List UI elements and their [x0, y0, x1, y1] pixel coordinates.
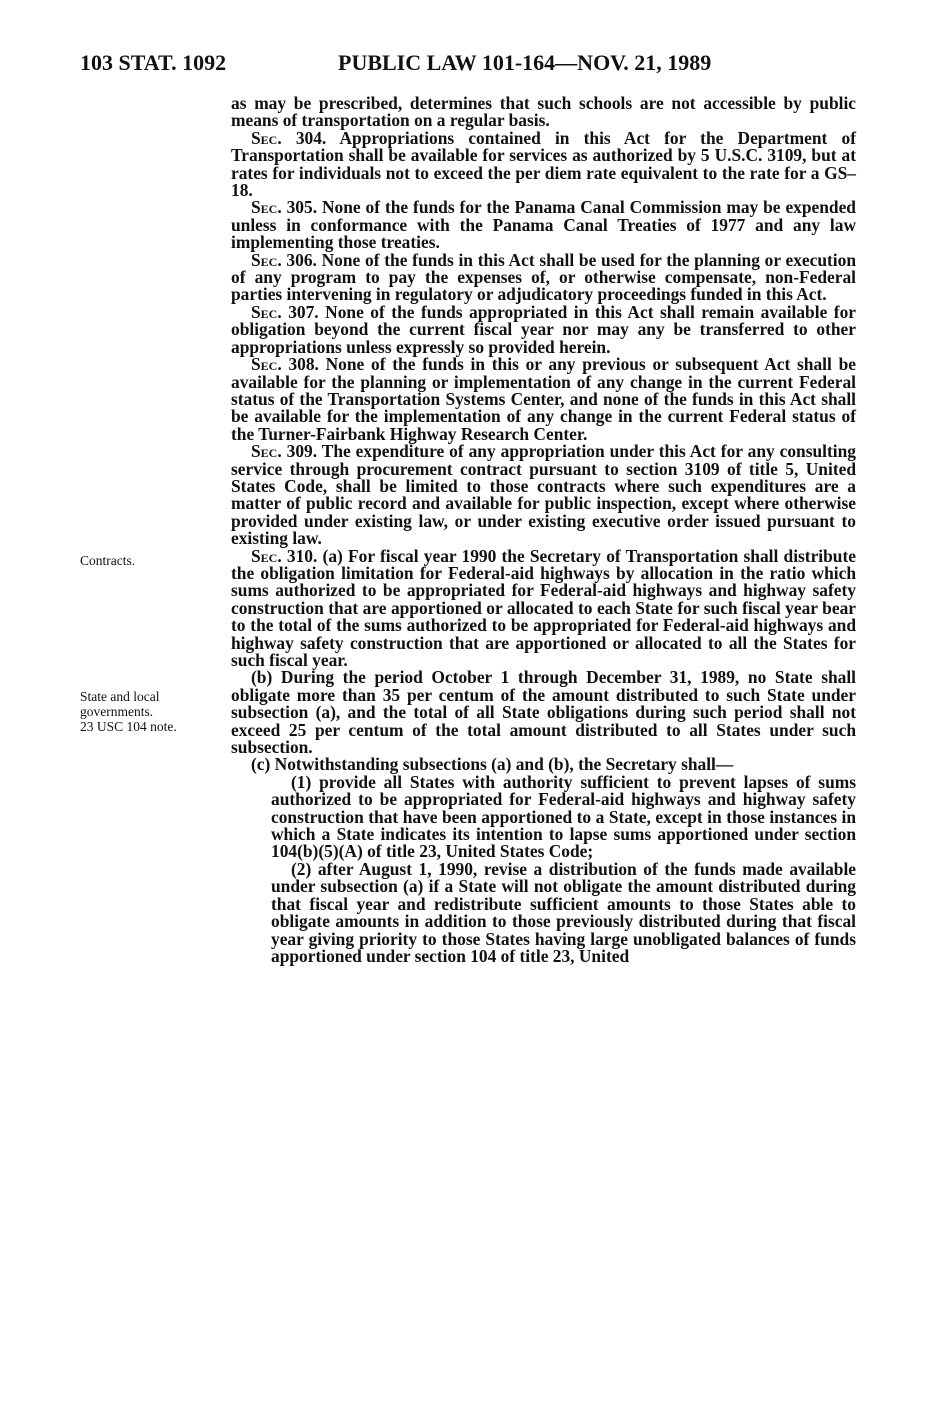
public-law-title: PUBLIC LAW 101-164—NOV. 21, 1989: [338, 50, 712, 75]
section-309: [231, 443, 856, 547]
section-text: The expenditure of any appropriation under this Act for any consulting service through procurement contract pursuant to section 3109 of title 5, United States Code, shall be limited to those contracts where such expenditures are a matter of public record and available for public inspection, except where otherwise provided under existing law, or under existing executive order issued pursuant to existing law.: [231, 441, 856, 549]
margin-note-state-local: [80, 689, 177, 734]
section-307: [231, 301, 856, 357]
section-text: None of the funds for the Panama Canal Commission may be expended unless in conformance with the Panama Canal Treaties of 1977 and any law implementing those treaties.: [231, 197, 856, 253]
section-text: None of the funds in this or any previous or subsequent Act shall be available for the planning or implementation of any change in the current Federal status of the Transportation Systems Center, and none of the funds in this Act shall be available for the implementation of any change in the current Federal status of the Turner-Fairbank Highway Research Center.: [231, 354, 856, 444]
statute-page-reference: 103 STAT. 1092: [80, 50, 227, 75]
section-text: None of the funds appropriated in this Act shall remain available for obligation beyond the current fiscal year nor may any be transferred to other appropriations unless expressly so provided herein.: [231, 301, 856, 357]
section-label: Sec. 305.: [251, 197, 318, 218]
section-306: [231, 249, 856, 305]
section-310-c-item-1: (1) provide all States with authority sufficient to prevent lapses of sums authorized to be appropriated for Federal-aid highways and highway safety construction that have been apportioned to a State, except in those instances in which a State indicates its intention to lapse sums apportioned under section 104(b)(5)(A) of title 23, United States Code;: [271, 771, 856, 862]
section-text: Appropriations contained in this Act for the Department of Transportation shall be available for services as authorized by 5 U.S.C. 3109, but at rates for individuals not to exceed the per diem rate equivalent to the rate for a GS–18.: [231, 127, 856, 201]
section-308: [231, 356, 856, 443]
section-304: [231, 127, 856, 201]
paragraph-continuation: as may be prescribed, determines that such schools are not accessible by public means of transportation on a regular basis.: [231, 93, 856, 131]
section-text: None of the funds in this Act shall be used for the planning or execution of any program to pay the expenses of, or otherwise compensate, non-Federal parties intervening in regulatory or adjudicatory proceedings funded in this Act.: [231, 249, 856, 305]
margin-note-line: governments.: [80, 704, 154, 719]
section-310: [231, 545, 856, 670]
section-label: Sec. 308.: [251, 354, 319, 375]
document-body: [231, 95, 856, 965]
margin-note-line: 23 USC 104 note.: [80, 719, 177, 734]
section-label: Sec. 309.: [251, 441, 318, 462]
section-text: (a) For fiscal year 1990 the Secretary of Transportation shall distribute the obligation limitation for Federal-aid highways by allocation in the ratio which sums authorized to be appropriated for Federal-aid highways and highway safety construction that are apportioned or allocated to each State for such fiscal year bear to the total of the sums authorized to be appropriated for Federal-aid highways and highway safety construction that are apportioned or allocated to all the States for such fiscal year.: [231, 545, 856, 670]
section-label: Sec. 310.: [251, 545, 318, 566]
margin-notes: [80, 0, 230, 1419]
section-label: Sec. 306.: [251, 249, 317, 270]
section-310-subsection-b: (b) During the period October 1 through December 31, 1989, no State shall obligate more than 35 per centum of the amount distributed to such State under subsection (a), and the total of all State obligations during such period shall not exceed 25 per centum of the total amount distributed to all States under such subsection.: [231, 667, 856, 758]
margin-note-line: State and local: [80, 689, 160, 704]
section-label: Sec. 307.: [251, 301, 319, 322]
section-label: Sec. 304.: [251, 127, 327, 148]
section-305: [231, 199, 856, 251]
section-310-c-item-2: (2) after August 1, 1990, revise a distribution of the funds made available under subsection (a) if a State will not obligate the amount distributed during that fiscal year and redistribute sufficient amounts to those States able to obligate amounts in addition to those previously distributed during that fiscal year giving priority to those States having large unobligated balances of funds apportioned under section 104 of title 23, United: [271, 858, 856, 966]
section-310-subsection-c: (c) Notwithstanding subsections (a) and (b), the Secretary shall—: [251, 754, 734, 775]
margin-note-contracts: Contracts.: [80, 553, 136, 568]
